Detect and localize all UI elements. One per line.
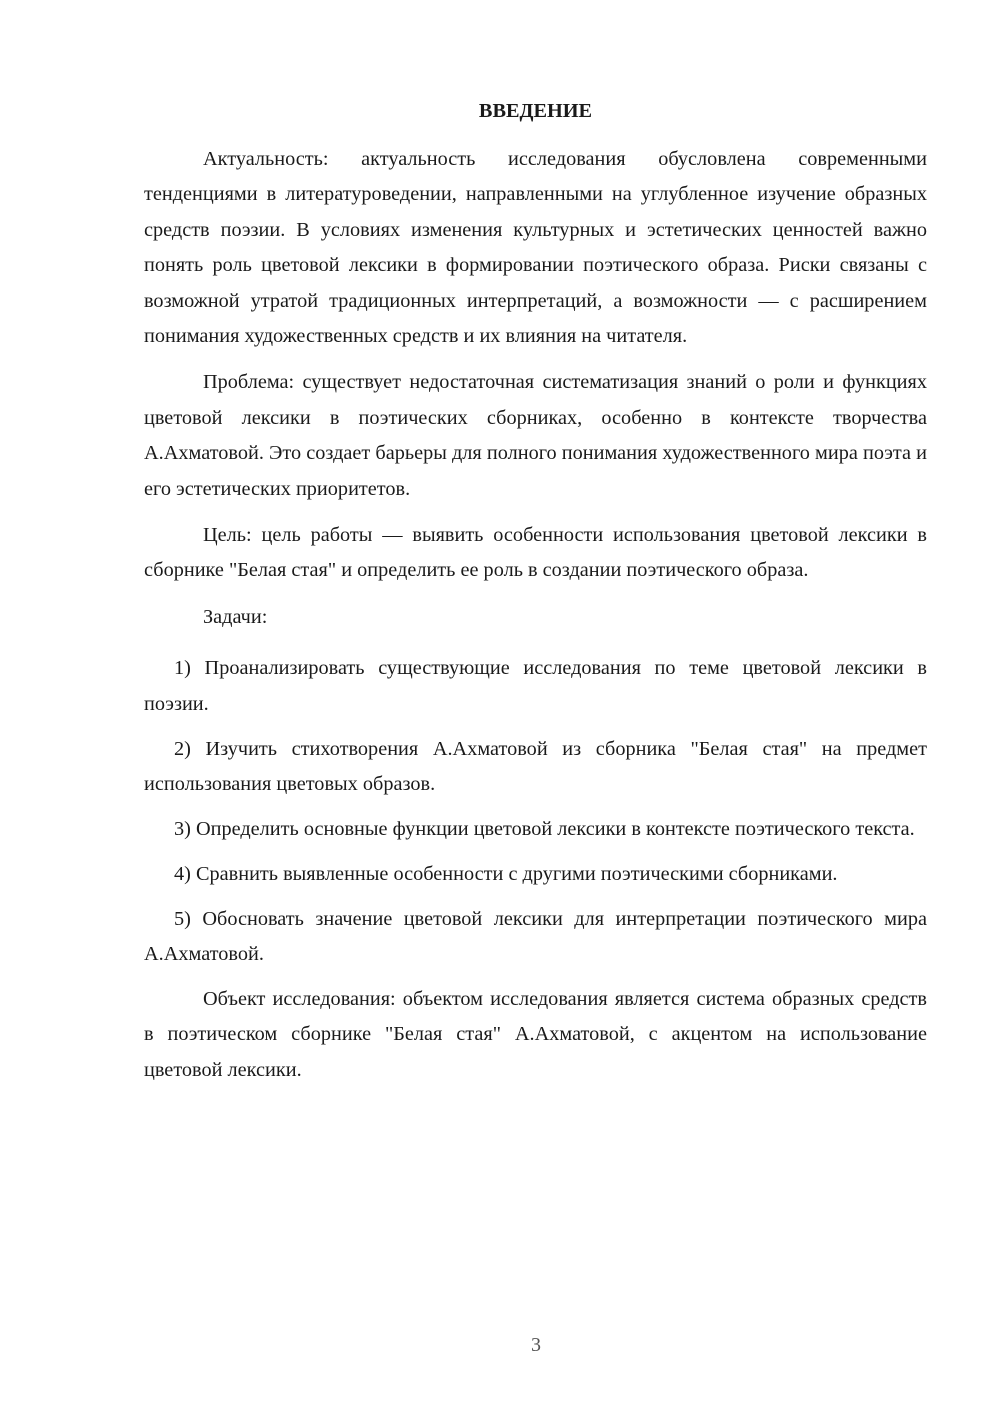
page-number: 3 bbox=[531, 1334, 541, 1356]
section-heading: ВВЕДЕНИЕ bbox=[478, 100, 593, 122]
task-item-3: 3) Определить основные функции цветовой лексики в контексте поэтического текста. bbox=[174, 817, 915, 840]
document-body bbox=[144, 95, 927, 1099]
tasks-list bbox=[144, 651, 927, 972]
tasks-heading: Задачи: bbox=[203, 605, 268, 628]
task-item-5: 5) Обосновать значение цветовой лексики для интерпретации поэтического мира А.Ахматовой. bbox=[144, 907, 927, 966]
task-item-2: 2) Изучить стихотворения А.Ахматовой из сборника "Белая стая" на предмет использования цветовых образов. bbox=[144, 737, 927, 795]
task-item-1: 1) Проанализировать существующие исследования по теме цветовой лексики в поэзии. bbox=[144, 657, 927, 715]
object-paragraph: Объект исследования: объектом исследования является система образных средств в поэтическом сборнике "Белая стая" А.Ахматовой, с акцентом на использование цветовой лексики. bbox=[144, 988, 927, 1081]
problem-paragraph: Проблема: существует недостаточная систематизация знаний о роли и функциях цветовой лексики в поэтических сборниках, особенно в контексте творчества А.Ахматовой. Это создает барьеры для полного понимания художественного мира поэта и его эстетических приоритетов. bbox=[144, 371, 927, 500]
task-item-4: 4) Сравнить выявленные особенности с другими поэтическими сборниками. bbox=[174, 862, 838, 885]
relevance-paragraph: Актуальность: актуальность исследования обусловлена современными тенденциями в литературоведении, направленными на углубленное изучение образных средств поэзии. В условиях изменения культурных и эстетических ценностей важно понять роль цветовой лексики в формировании поэтического образа. Риски связаны с возможной утратой традиционных интерпретаций, а возможности — с расширением понимания художественных средств и их влияния на читателя. bbox=[144, 148, 927, 348]
goal-paragraph: Цель: цель работы — выявить особенности использования цветовой лексики в сборнике "Белая стая" и определить ее роль в создании поэтического образа. bbox=[144, 524, 927, 582]
